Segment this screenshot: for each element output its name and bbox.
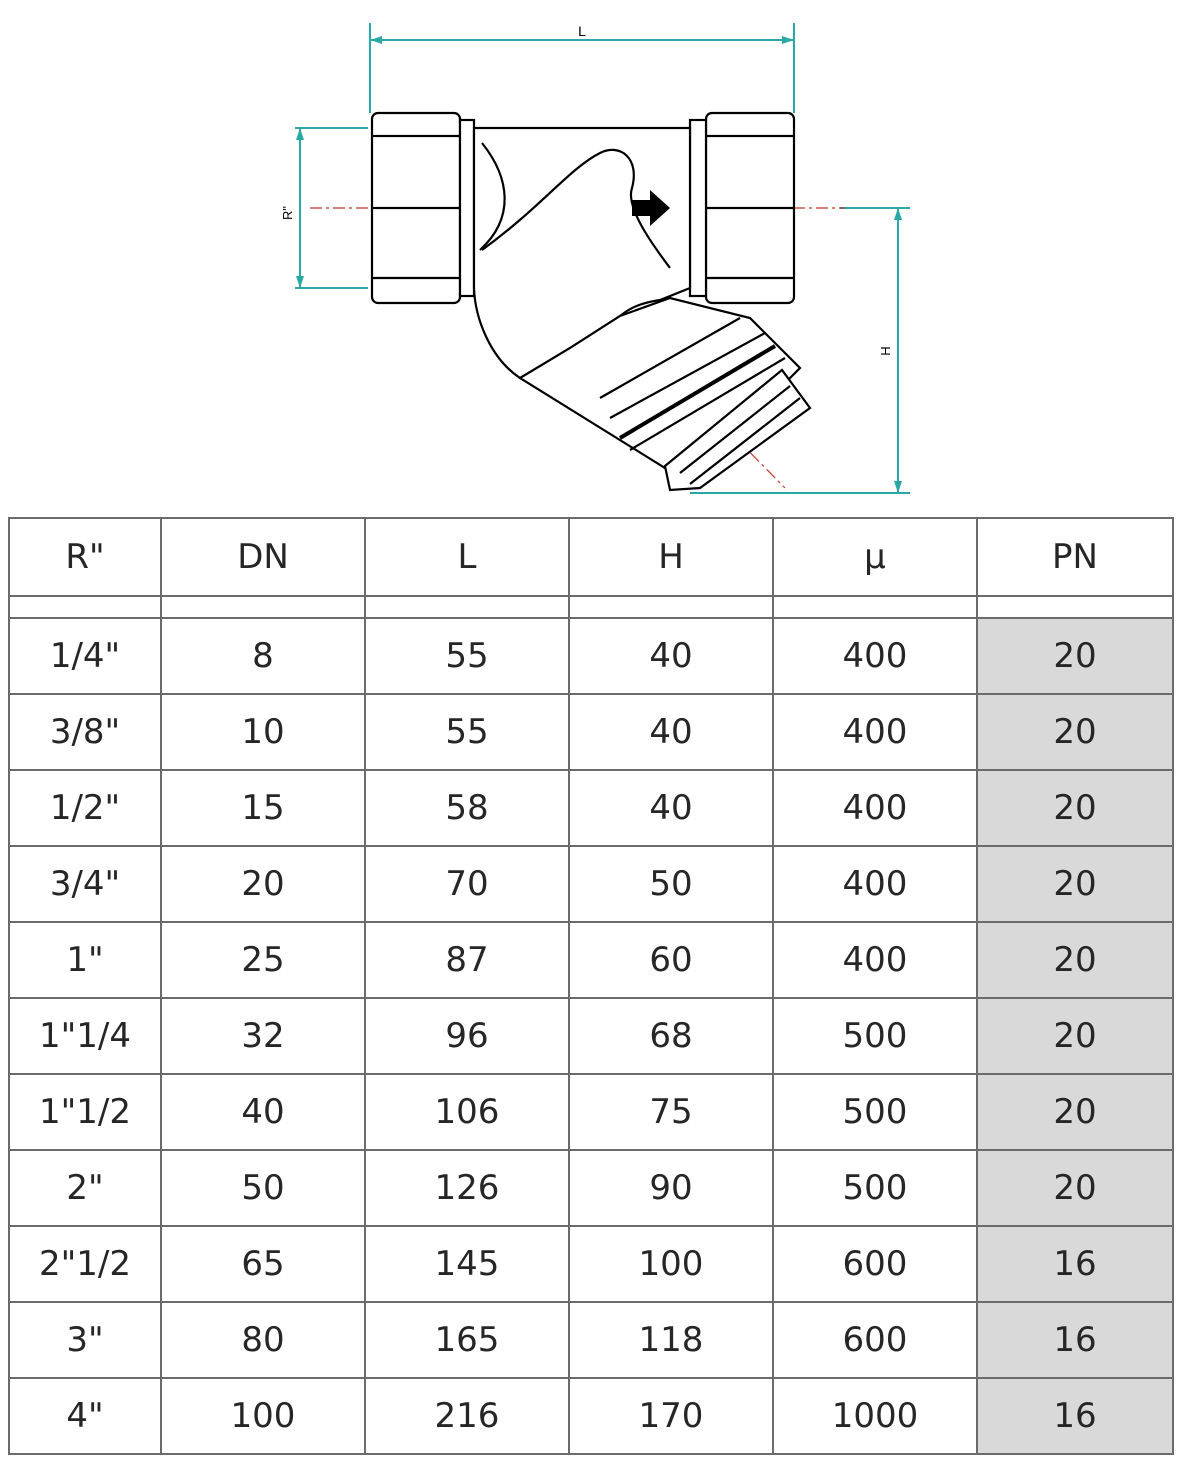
table-row: [9, 846, 1173, 922]
cell-dn: 50: [161, 1150, 365, 1226]
table-row: [9, 998, 1173, 1074]
cell-thread-size: 4": [9, 1378, 161, 1454]
cell-pn: 20: [977, 922, 1173, 998]
cell-pn: 16: [977, 1226, 1173, 1302]
cell-length: 145: [365, 1226, 569, 1302]
cell-dn: 40: [161, 1074, 365, 1150]
cell-height: 40: [569, 770, 773, 846]
dim-length-label: L: [578, 23, 586, 39]
cell-length: 165: [365, 1302, 569, 1378]
cell-mesh: 400: [773, 770, 977, 846]
table-body: [9, 596, 1173, 1454]
header-length: L: [365, 518, 569, 596]
cell-thread-size: 1"1/2: [9, 1074, 161, 1150]
cell-mesh: 500: [773, 998, 977, 1074]
cell-height: 100: [569, 1226, 773, 1302]
cell-height: 40: [569, 694, 773, 770]
dim-height-label: H: [878, 346, 893, 356]
table-row: [9, 1150, 1173, 1226]
cell-thread-size: 2"1/2: [9, 1226, 161, 1302]
cell-height: 90: [569, 1150, 773, 1226]
cell-length: 96: [365, 998, 569, 1074]
cell-length: 126: [365, 1150, 569, 1226]
cell-height: 118: [569, 1302, 773, 1378]
cell-dn: 100: [161, 1378, 365, 1454]
table-row: [9, 1302, 1173, 1378]
cell-length: 87: [365, 922, 569, 998]
cell-dn: 32: [161, 998, 365, 1074]
header-pn: PN: [977, 518, 1173, 596]
cell-thread-size: 1/2": [9, 770, 161, 846]
cell-pn: 20: [977, 1150, 1173, 1226]
cell-dn: 65: [161, 1226, 365, 1302]
header-dn: DN: [161, 518, 365, 596]
cell-pn: 20: [977, 998, 1173, 1074]
cell-thread-size: 1"1/4: [9, 998, 161, 1074]
cell-pn: 20: [977, 694, 1173, 770]
table-row: [9, 770, 1173, 846]
cell-height: 68: [569, 998, 773, 1074]
cell-dn: 8: [161, 618, 365, 694]
cell-dn: 10: [161, 694, 365, 770]
table-row: [9, 694, 1173, 770]
cell-mesh: 500: [773, 1150, 977, 1226]
cell-height: 50: [569, 846, 773, 922]
table-row: [9, 1074, 1173, 1150]
header-height: H: [569, 518, 773, 596]
cell-thread-size: 1/4": [9, 618, 161, 694]
cell-pn: 20: [977, 1074, 1173, 1150]
cell-mesh: 400: [773, 694, 977, 770]
cell-length: 58: [365, 770, 569, 846]
table-row: [9, 618, 1173, 694]
cell-height: 170: [569, 1378, 773, 1454]
table-header-row: [9, 518, 1173, 596]
table-row: [9, 1378, 1173, 1454]
cell-mesh: 600: [773, 1226, 977, 1302]
cell-length: 55: [365, 694, 569, 770]
cell-dn: 15: [161, 770, 365, 846]
specification-table: [8, 517, 1174, 1455]
cell-pn: 16: [977, 1378, 1173, 1454]
cell-pn: 20: [977, 618, 1173, 694]
cell-height: 40: [569, 618, 773, 694]
cell-dn: 25: [161, 922, 365, 998]
cell-mesh: 1000: [773, 1378, 977, 1454]
cell-thread-size: 3/4": [9, 846, 161, 922]
y-strainer-drawing: [270, 18, 930, 498]
cell-length: 55: [365, 618, 569, 694]
cell-mesh: 500: [773, 1074, 977, 1150]
cell-height: 60: [569, 922, 773, 998]
cell-length: 106: [365, 1074, 569, 1150]
cell-thread-size: 3": [9, 1302, 161, 1378]
header-thread-size: R": [9, 518, 161, 596]
cell-pn: 20: [977, 770, 1173, 846]
cell-pn: 20: [977, 846, 1173, 922]
cell-mesh: 400: [773, 618, 977, 694]
dim-thread-label: R": [280, 205, 295, 221]
cell-thread-size: 3/8": [9, 694, 161, 770]
cell-length: 70: [365, 846, 569, 922]
cell-pn: 16: [977, 1302, 1173, 1378]
cell-thread-size: 1": [9, 922, 161, 998]
table-row: [9, 1226, 1173, 1302]
table-row: [9, 922, 1173, 998]
cell-mesh: 400: [773, 846, 977, 922]
valve-body: [372, 113, 810, 490]
cell-mesh: 600: [773, 1302, 977, 1378]
cell-dn: 20: [161, 846, 365, 922]
cell-thread-size: 2": [9, 1150, 161, 1226]
cell-dn: 80: [161, 1302, 365, 1378]
cell-mesh: 400: [773, 922, 977, 998]
cell-height: 75: [569, 1074, 773, 1150]
table-spacer-row: [9, 596, 1173, 618]
header-mesh: µ: [773, 518, 977, 596]
cell-length: 216: [365, 1378, 569, 1454]
